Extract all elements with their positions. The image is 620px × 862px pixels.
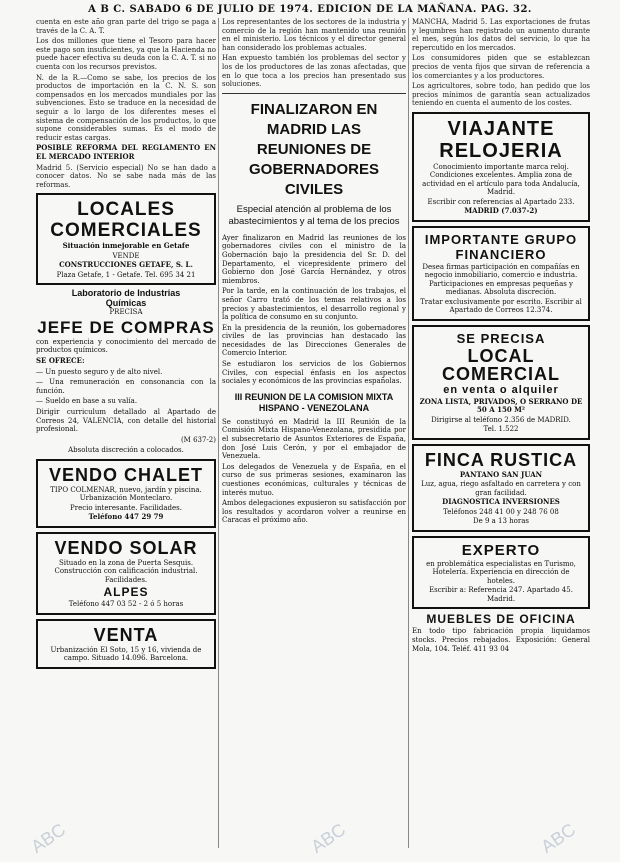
- ad-vendo-chalet: [36, 459, 216, 528]
- ad-title: IMPORTANTE GRUPO: [424, 231, 578, 247]
- right-paragraph: Los agricultores, sobre todo, han pedido que los precios mínimos de garantía sean actualizados teniendo en cuenta el aumento de los costes.: [412, 82, 590, 108]
- ad-text: Absoluta discreción a colocados.: [68, 446, 184, 455]
- ad-text: Laboratorio de Industrias: [71, 288, 181, 299]
- column-divider: [408, 18, 409, 848]
- ad-title: COMERCIALES: [50, 220, 202, 242]
- ad-title: FINCA RUSTICA: [424, 449, 578, 470]
- ad-ref: (M 637-2): [180, 435, 216, 444]
- article-subheading: III REUNION DE LA COMISION MIXTA HISPANO - VENEZOLANA: [234, 391, 394, 413]
- ad-text: — Una remuneración en consonancia con la función.: [36, 378, 216, 395]
- ad-text: con experiencia y conocimiento del mercado de productos químicos.: [36, 337, 216, 355]
- ad-text: en problemática especialistas en Turismo, Hotelería. Experiencia en dirección de hoteles.: [426, 559, 576, 585]
- ad-city-name: MADRID: [464, 206, 499, 216]
- ad-text: Desea firmas participación en compañías en negocio inmobiliario, comercio e industria. Participaciones en empresas pequeñas y medianas. Absoluta discreción.: [422, 262, 580, 297]
- ad-locales-comerciales: [36, 193, 216, 285]
- ad-text: ZONA LISTA, PRIVADOS, O SERRANO DE 50 A 150 M²: [419, 396, 583, 415]
- left-subheading: POSIBLE REFORMA DEL REGLAMENTO EN EL MERCADO INTERIOR: [36, 143, 216, 161]
- article-subheading: Especial atención al problema de los abastecimientos y al tema de los precios: [228, 203, 400, 227]
- ad-text: Dirigirse al teléfono 2.356 de MADRID.: [431, 415, 571, 424]
- ad-title: SE PRECISA: [456, 330, 546, 346]
- ad-company: CONSTRUCCIONES GETAFE, S. L.: [59, 260, 193, 270]
- mid-paragraph: Por la tarde, en la continuación de los trabajos, el señor Carro trató de los temas relativos a los precios y abastecimientos, el desarrollo regional y la política de consumo en su conjunto.: [222, 287, 406, 322]
- ad-title: VENDO CHALET: [48, 464, 203, 485]
- ad-viajante-relojeria: [412, 112, 590, 222]
- ad-title: MUEBLES DE OFICINA: [426, 612, 576, 627]
- ad-text: Tratar exclusivamente por escrito. Escribir al Apartado de Correos 12.374.: [420, 297, 582, 315]
- ad-subtitle: PANTANO SAN JUAN: [459, 469, 543, 479]
- ad-vendo-solar: [36, 532, 216, 615]
- ad-title: RELOJERIA: [439, 139, 563, 162]
- watermark: ABC: [307, 819, 350, 857]
- ad-name: DIAGNOSTICA INVERSIONES: [442, 497, 560, 507]
- divider: [222, 93, 406, 94]
- ad-experto: [412, 536, 590, 610]
- ad-grupo-financiero: [412, 226, 590, 321]
- mid-paragraph: Los delegados de Venezuela y de España, en el curso de sus primeras sesiones, examinaron las cuestiones económicas, culturales y técnicas de interés mutuo.: [222, 462, 406, 497]
- watermark: ABC: [27, 819, 70, 857]
- mid-paragraph: Ayer finalizaron en Madrid las reuniones de los gobernadores civiles con el ministro de la Gobernación bajo la presidencia del Sr. D. del Departamento, el vicepresidente primero del Gobierno don José García Hernández, y otros miembros.: [222, 233, 406, 285]
- ad-text: Conocimiento importante marca reloj. Condiciones excelentes. Amplia zona de actividad en el artículo para toda Andalucía, Madrid.: [422, 162, 580, 197]
- left-paragraph: Madrid 5. (Servicio especial) No se han dado a conocer datos. No se sabe nada más de las reformas.: [36, 163, 216, 189]
- ad-city: [418, 207, 584, 216]
- ad-title: VENTA: [93, 624, 159, 645]
- ad-title: VENDO SOLAR: [54, 537, 198, 558]
- mid-paragraph: En la presidencia de la reunión, los gobernadores civiles de las provincias han destacado las necesidades de las Direcciones Generales de Comercio Interior.: [222, 323, 406, 358]
- ad-finca-rustica: [412, 444, 590, 532]
- left-paragraph: cuenta en este año gran parte del trigo se paga a través de la C. A. T.: [36, 18, 216, 35]
- mid-paragraph: Se estudiaron los servicios de los Gobiernos Civiles, con especial énfasis en los aspectos sociales y económicos de las provincias españolas.: [222, 360, 406, 386]
- ad-text: — Un puesto seguro y de alto nivel.: [36, 367, 163, 376]
- right-column: [412, 18, 590, 655]
- ad-text: VENDE: [112, 251, 140, 260]
- ad-title: EXPERTO: [461, 541, 541, 559]
- right-paragraph: Los consumidores piden que se establezcan precios de venta fijos que sirvan de referencia a los comerciantes y a los productores.: [412, 54, 590, 80]
- ad-muebles-oficina: [412, 613, 590, 653]
- middle-column: [222, 18, 406, 527]
- ad-text: En todo tipo fabricación propia liquidamos stocks. Precios rebajados. Exposición: General Mola, 104. Teléf. 411 93 04: [412, 627, 590, 653]
- ad-phone: Teléfono 447 29 79: [88, 512, 164, 522]
- page-header: A B C. SABADO 6 DE JULIO DE 1974. EDICION DE LA MAÑANA. PAG. 32.: [88, 4, 532, 15]
- mid-paragraph: Se constituyó en Madrid la III Reunión de la Comisión Mixta Hispano-Venezolana, presidida por el subsecretario de Asuntos Exteriores de España, don José Luis Cerón, y por el embajador de Venezuela.: [222, 417, 406, 461]
- ad-text: — Sueldo en base a su valía.: [36, 397, 138, 406]
- ad-title: LOCAL COMERCIAL: [442, 345, 560, 384]
- ad-venta: [36, 619, 216, 669]
- ad-address: Plaza Getafe, 1 - Getafe. Tel. 695 34 21: [56, 270, 196, 279]
- left-paragraph: N. de la R.—Como se sabe, los precios de los productos de importación en la C. N. S. son compensados en los mercados mundiales por las subvenciones. Esto se traduce en la necesidad de seguir a lo largo de los diferentes meses el sistema de compensación de los productos, lo que supone considerables sumas. Es el modo de reducir estas cargas.: [36, 73, 216, 142]
- ad-ref: (7.037-2): [501, 206, 538, 216]
- ad-title: LOCALES: [77, 199, 175, 221]
- ad-text: Situado en la zona de Puerta Sesquis. Construcción con calificación industrial. Facilidades.: [54, 558, 198, 584]
- ad-jefe-compras: [36, 289, 216, 455]
- ad-subtitle: Situación inmejorable en Getafe: [62, 241, 190, 251]
- left-paragraph: Los dos millones que tiene el Tesoro para hacer este pago son insuficientes, ya que la Hacienda no puede hacer efectiva su deuda con la C. A. T. si no cuenta con los recursos previstos.: [36, 37, 216, 71]
- mid-paragraph: Han expuesto también los problemas del sector y los de los productores de las zonas afectadas, que en lo que toca a los precios han presentado sus soluciones.: [222, 54, 406, 89]
- right-paragraph: MANCHA, Madrid 5. Las exportaciones de frutas y legumbres han registrado un aumento durante el mes, según los datos del servicio, lo que ha repercutido en los mercados.: [412, 18, 590, 52]
- column-divider: [218, 18, 219, 848]
- ad-phone: Teléfono 447 03 52 - 2 ó 5 horas: [68, 600, 184, 609]
- ad-text: Químicas: [105, 297, 147, 308]
- ad-name: ALPES: [103, 585, 149, 600]
- ad-title: FINANCIERO: [455, 246, 547, 262]
- ad-text: TIPO COLMENAR, nuevo, jardín y piscina. Urbanización Monteclaro.: [50, 485, 202, 503]
- ad-text: Precio interesante. Facilidades.: [70, 503, 182, 512]
- ad-local-comercial: [412, 325, 590, 440]
- ad-text: PRECISA: [109, 308, 143, 317]
- ad-text: Urbanización El Soto, 15 y 16, vivienda de campo. Situado 14.096. Barcelona.: [50, 645, 202, 663]
- ad-phone: Tel. 1.522: [483, 425, 519, 434]
- ad-title: VIAJANTE: [447, 117, 555, 140]
- ad-text: Escribir a: Referencia 247. Apartado 45. Madrid.: [429, 586, 573, 603]
- ad-title: JEFE DE COMPRAS: [37, 317, 215, 337]
- ad-text: Escribir con referencias al Apartado 233.: [427, 197, 575, 206]
- ad-hours: De 9 a 13 horas: [472, 517, 530, 526]
- ad-text: Luz, agua, riego asfaltado en carretera y con gran facilidad.: [421, 480, 581, 497]
- ad-phone: Teléfonos 248 41 00 y 248 76 08: [443, 507, 559, 516]
- mid-paragraph: Los representantes de los sectores de la industria y comercio de la región han mantenido una reunión en el ministerio. Los técnicos y el director general han considerado los problemas actuales.: [222, 18, 406, 52]
- ad-subtitle: en venta o alquiler: [443, 383, 559, 396]
- left-column: [36, 18, 216, 673]
- ad-text: SE OFRECE:: [36, 355, 85, 365]
- watermark: ABC: [537, 819, 580, 857]
- ad-text: Dirigir curriculum detallado al Apartado de Correos 24, VALENCIA, con detalle del historial profesional.: [36, 407, 216, 434]
- mid-paragraph: Ambos delegaciones expusieron su satisfacción por los resultados y acordaron volver a reunirse en Caracas el próximo año.: [222, 499, 406, 525]
- article-headline: FINALIZARON EN MADRID LAS REUNIONES DE GOBERNADORES CIVILES: [248, 100, 379, 198]
